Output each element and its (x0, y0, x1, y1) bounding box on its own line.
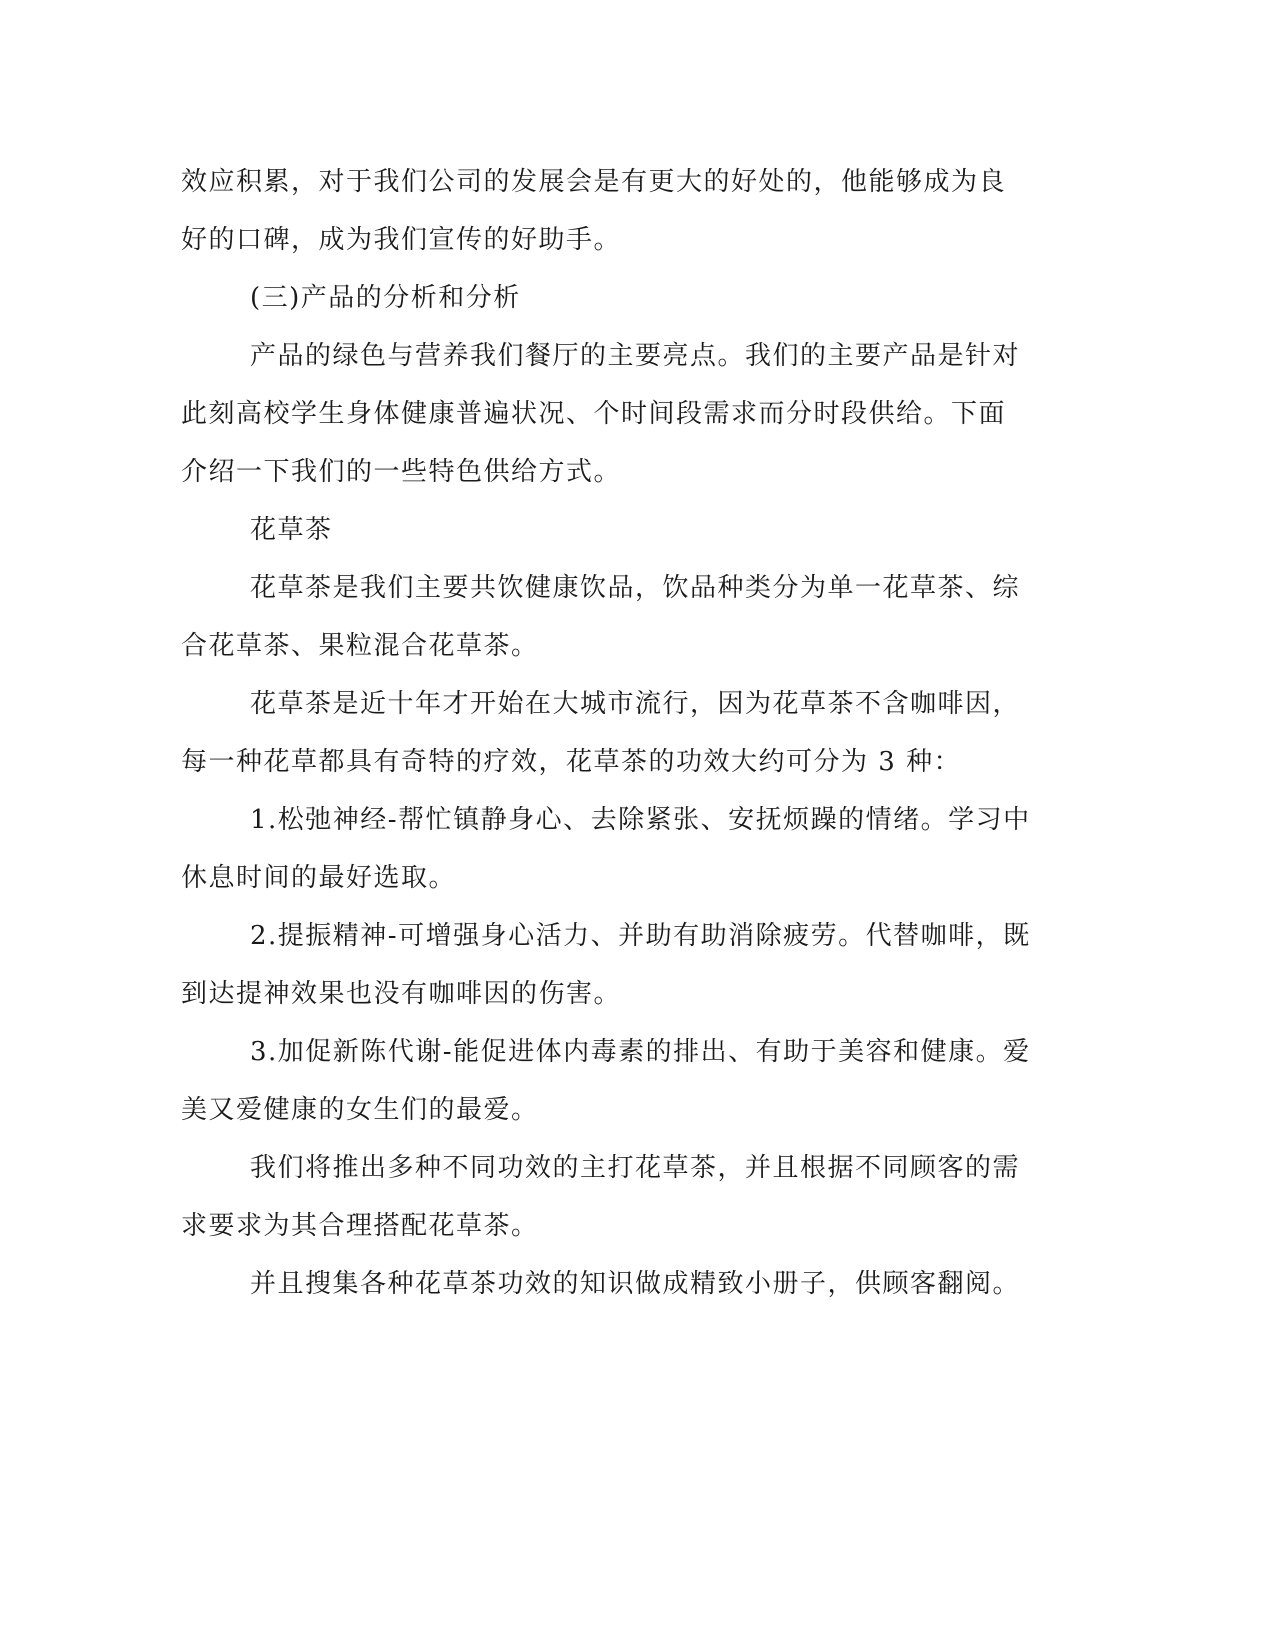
text-line: 到达提神效果也没有咖啡因的伤害。 (181, 979, 622, 1009)
text-line: 花草茶是我们主要共饮健康饮品，饮品种类分为单一花草茶、综 (250, 573, 1021, 603)
text-line: 花草茶是近十年才开始在大城市流行，因为花草茶不含咖啡因， (250, 689, 1021, 719)
section-heading: (三)产品的分析和分析 (250, 283, 521, 313)
text-line: 我们将推出多种不同功效的主打花草茶，并且根据不同顾客的需 (250, 1153, 1021, 1183)
text-line: 每一种花草都具有奇特的疗效，花草茶的功效大约可分为 3 种： (181, 747, 962, 777)
text-line: 休息时间的最好选取。 (181, 863, 457, 893)
text-line: 合花草茶、果粒混合花草茶。 (181, 631, 539, 661)
text-line: 求要求为其合理搭配花草茶。 (181, 1211, 539, 1241)
text-line: 此刻高校学生身体健康普遍状况、个时间段需求而分时段供给。下面 (181, 399, 1007, 429)
subsection-heading: 花草茶 (250, 515, 333, 545)
text-line: 产品的绿色与营养我们餐厅的主要亮点。我们的主要产品是针对 (250, 341, 1021, 371)
list-item: 1.松弛神经-帮忙镇静身心、去除紧张、安抚烦躁的情绪。学习中 (250, 805, 1031, 835)
text-line: 效应积累，对于我们公司的发展会是有更大的好处的，他能够成为良 (181, 167, 1007, 197)
text-line: 好的口碑，成为我们宣传的好助手。 (181, 225, 622, 255)
list-item: 3.加促新陈代谢-能促进体内毒素的排出、有助于美容和健康。爱 (250, 1037, 1031, 1067)
list-item: 2.提振精神-可增强身心活力、并助有助消除疲劳。代替咖啡，既 (250, 921, 1031, 951)
text-line: 美又爱健康的女生们的最爱。 (181, 1095, 539, 1125)
text-line: 并且搜集各种花草茶功效的知识做成精致小册子，供顾客翻阅。 (250, 1269, 1021, 1299)
text-line: 介绍一下我们的一些特色供给方式。 (181, 457, 622, 487)
